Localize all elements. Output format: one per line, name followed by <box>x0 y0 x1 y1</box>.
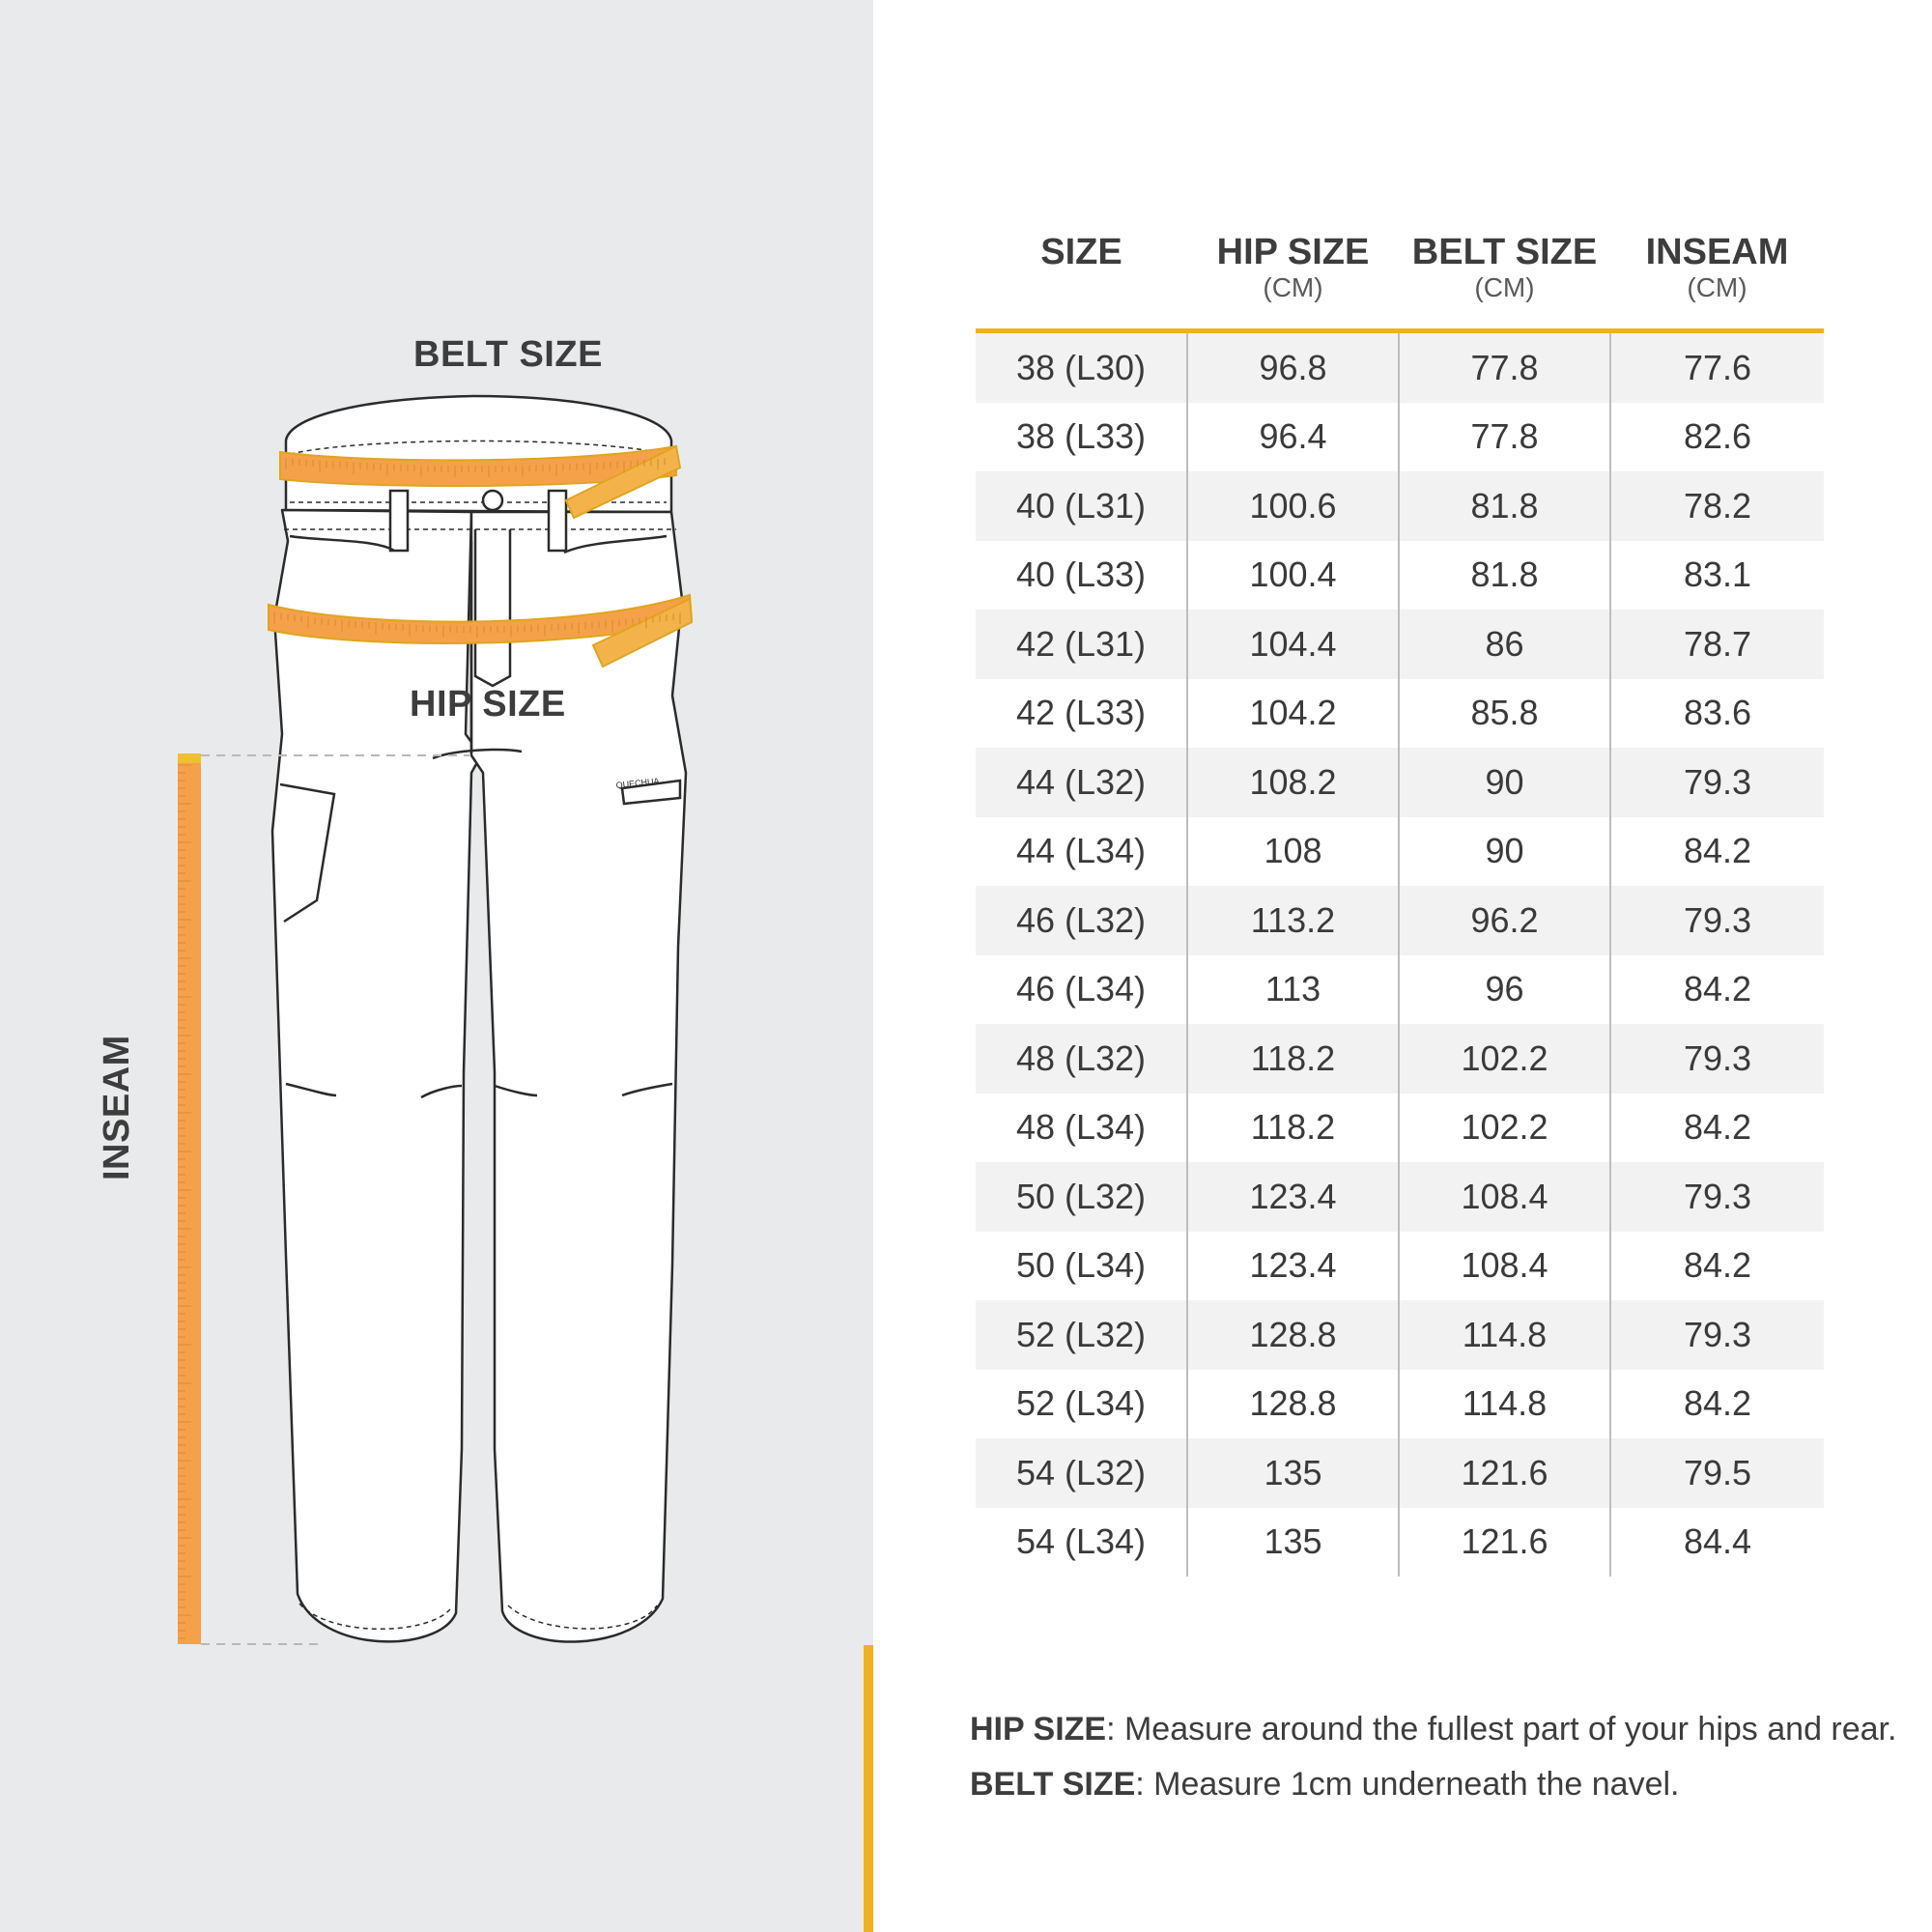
cell-size: 54 (L32) <box>976 1438 1187 1508</box>
cell-hip-size: 118.2 <box>1187 1094 1399 1163</box>
cell-hip-size: 113 <box>1187 955 1399 1025</box>
cell-hip-size: 135 <box>1187 1438 1399 1508</box>
table-row <box>976 1162 1824 1232</box>
cell-inseam: 84.2 <box>1683 1383 1752 1424</box>
cell-belt-size: 81.8 <box>1399 471 1610 541</box>
cell-hip-size: 118.2 <box>1187 1024 1399 1094</box>
cell-belt-size: 121.6 <box>1399 1508 1610 1577</box>
cell-inseam: 84.2 <box>1683 1245 1752 1286</box>
cell-size: 40 (L31) <box>976 471 1187 541</box>
measurement-notes <box>970 1702 1896 1812</box>
cell-inseam: 79.3 <box>1610 1162 1824 1232</box>
cell-belt-size: 77.8 <box>1399 403 1610 472</box>
cell-inseam: 79.3 <box>1610 748 1824 817</box>
cell-inseam: 79.3 <box>1610 1300 1824 1370</box>
size-chart-table <box>976 234 1824 1577</box>
cell-hip-size: 128.8 <box>1187 1370 1399 1439</box>
trousers-illustration <box>0 0 873 1932</box>
cell-belt-size: 102.2 <box>1399 1094 1610 1163</box>
cell-hip-size: 96.4 <box>1187 403 1399 472</box>
cell-size: 38 (L33) <box>976 403 1187 472</box>
cell-inseam: 77.6 <box>1610 333 1824 403</box>
cell-belt-size: 86 <box>1399 610 1610 679</box>
cell-belt-size: 77.8 <box>1399 333 1610 403</box>
cell-belt-size: 96 <box>1399 955 1610 1025</box>
table-row <box>976 1438 1824 1508</box>
cell-inseam: 78.2 <box>1610 471 1824 541</box>
cell-size: 52 (L34) <box>976 1370 1187 1439</box>
cell-inseam: 83.6 <box>1683 693 1752 733</box>
cell-hip-size: 135 <box>1187 1508 1399 1577</box>
cell-belt-size: 81.8 <box>1399 541 1610 611</box>
table-row <box>976 333 1824 403</box>
cell-belt-size: 114.8 <box>1399 1370 1610 1439</box>
table-row <box>976 886 1824 955</box>
table-row <box>976 1024 1824 1094</box>
cell-belt-size: 114.8 <box>1399 1300 1610 1370</box>
inseam-label: INSEAM <box>97 1035 137 1180</box>
table-row <box>976 1232 1824 1301</box>
cell-inseam: 84.4 <box>1683 1521 1752 1562</box>
cell-size: 38 (L30) <box>976 333 1187 403</box>
cell-belt-size: 96.2 <box>1399 886 1610 955</box>
table-row <box>976 748 1824 817</box>
belt-note: BELT SIZE: Measure 1cm underneath the navel. <box>970 1766 1680 1803</box>
table-row <box>976 1300 1824 1370</box>
cell-hip-size: 128.8 <box>1187 1300 1399 1370</box>
cell-inseam: 84.2 <box>1683 1107 1752 1148</box>
accent-bar <box>864 1645 873 1932</box>
header-inseam: INSEAM (CM) <box>1645 232 1789 302</box>
cell-size: 50 (L34) <box>976 1232 1187 1301</box>
cell-inseam: 83.1 <box>1683 554 1752 595</box>
cell-belt-size: 121.6 <box>1399 1438 1610 1508</box>
table-row <box>976 610 1824 679</box>
header-belt-size: BELT SIZE (CM) <box>1411 232 1598 302</box>
cell-hip-size: 104.4 <box>1187 610 1399 679</box>
cell-size: 40 (L33) <box>976 541 1187 611</box>
header-size: SIZE <box>1040 232 1122 272</box>
table-row <box>976 1094 1824 1163</box>
cell-inseam: 84.2 <box>1683 831 1752 871</box>
cell-hip-size: 100.4 <box>1187 541 1399 611</box>
cell-hip-size: 123.4 <box>1187 1232 1399 1301</box>
table-row <box>976 955 1824 1025</box>
cell-hip-size: 113.2 <box>1187 886 1399 955</box>
cell-belt-size: 90 <box>1399 817 1610 887</box>
trousers-left-leg <box>272 510 481 1641</box>
cell-size: 46 (L32) <box>976 886 1187 955</box>
cell-hip-size: 108.2 <box>1187 748 1399 817</box>
cell-belt-size: 85.8 <box>1399 679 1610 749</box>
cell-belt-size: 108.4 <box>1399 1162 1610 1232</box>
cell-size: 52 (L32) <box>976 1300 1187 1370</box>
cell-hip-size: 100.6 <box>1187 471 1399 541</box>
cell-inseam: 82.6 <box>1683 416 1752 457</box>
cell-belt-size: 102.2 <box>1399 1024 1610 1094</box>
cell-hip-size: 108 <box>1187 817 1399 887</box>
cell-size: 54 (L34) <box>976 1508 1187 1577</box>
cell-size: 48 (L34) <box>976 1094 1187 1163</box>
table-row <box>976 1370 1824 1439</box>
table-row <box>976 679 1824 749</box>
cell-size: 48 (L32) <box>976 1024 1187 1094</box>
cell-size: 42 (L31) <box>976 610 1187 679</box>
cell-inseam: 84.2 <box>1683 969 1752 1009</box>
table-row <box>976 1508 1824 1577</box>
cell-size: 50 (L32) <box>976 1162 1187 1232</box>
table-row <box>976 403 1824 472</box>
cell-inseam: 79.3 <box>1610 886 1824 955</box>
hip-note: HIP SIZE: Measure around the fullest part of your hips and rear. <box>970 1711 1897 1747</box>
cell-inseam: 78.7 <box>1610 610 1824 679</box>
cell-hip-size: 123.4 <box>1187 1162 1399 1232</box>
cell-inseam: 79.3 <box>1610 1024 1824 1094</box>
cell-size: 44 (L32) <box>976 748 1187 817</box>
cell-hip-size: 104.2 <box>1187 679 1399 749</box>
trousers-right-leg <box>471 512 686 1642</box>
inseam-tape <box>178 753 201 1644</box>
brand-tag: QUECHUA <box>615 776 660 790</box>
cell-size: 42 (L33) <box>976 679 1187 749</box>
cell-size: 46 (L34) <box>976 955 1187 1025</box>
cell-belt-size: 90 <box>1399 748 1610 817</box>
table-row <box>976 817 1824 887</box>
cell-inseam: 79.5 <box>1610 1438 1824 1508</box>
table-header-row <box>976 234 1824 328</box>
table-row <box>976 471 1824 541</box>
table-row <box>976 541 1824 611</box>
cell-belt-size: 108.4 <box>1399 1232 1610 1301</box>
cell-hip-size: 96.8 <box>1187 333 1399 403</box>
hip-size-label: HIP SIZE <box>410 684 566 724</box>
cell-size: 44 (L34) <box>976 817 1187 887</box>
header-hip-size: HIP SIZE (CM) <box>1216 232 1370 302</box>
belt-size-label: BELT SIZE <box>413 334 603 375</box>
